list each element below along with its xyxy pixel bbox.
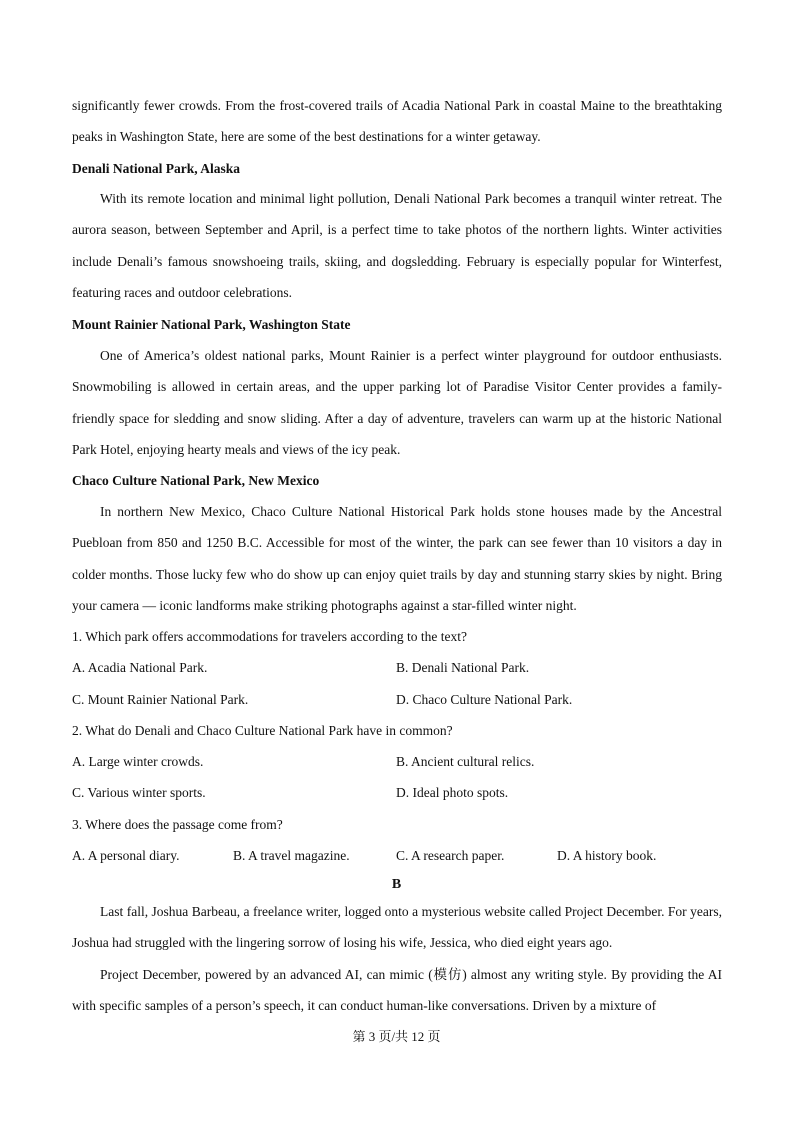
page-footer: 第 3 页/共 12 页 bbox=[352, 1029, 441, 1044]
question-2-option-c: C. Various winter sports. bbox=[72, 785, 206, 800]
question-1-option-b: B. Denali National Park. bbox=[396, 660, 530, 675]
question-2-option-a: A. Large winter crowds. bbox=[72, 754, 204, 769]
passage-b-letter: B bbox=[391, 877, 402, 892]
question-3-stem: 3. Where does the passage come from? bbox=[72, 817, 283, 832]
passage-b-paragraph-2: Project December, powered by an advanced AI, can mimic (模仿) almost any writing style. By providing the AI with specific samples of a person’s speech, it can conduct human-like conversations. Driven by a mixture of bbox=[72, 967, 722, 1014]
question-1-option-c: C. Mount Rainier National Park. bbox=[72, 692, 249, 707]
passage-b-paragraph-1: Last fall, Joshua Barbeau, a freelance writer, logged onto a mysterious website called Project December. For years, Joshua had struggled with the lingering sorrow of losing his wife, Jessica, who died eight years ago. bbox=[72, 904, 722, 951]
question-3-option-b: B. A travel magazine. bbox=[233, 848, 350, 863]
question-3-option-d: D. A history book. bbox=[557, 848, 657, 863]
question-1-option-d: D. Chaco Culture National Park. bbox=[396, 692, 573, 707]
question-2-stem: 2. What do Denali and Chaco Culture National Park have in common? bbox=[72, 723, 453, 738]
passage-a-intro: significantly fewer crowds. From the frost-covered trails of Acadia National Park in coastal Maine to the breathtaking peaks in Washington State, here are some of the best destinations for a winter getaway. bbox=[72, 98, 722, 145]
section-text-chaco: In northern New Mexico, Chaco Culture National Historical Park holds stone houses made by the Ancestral Puebloan from 850 and 1250 B.C. Accessible for most of the winter, the park can see fewer than 10 visitors a day in colder months. Those lucky few who do show up can enjoy quiet trails by day and stunning starry skies by night. Bring your camera — iconic landforms make striking photographs against a star-filled winter night. bbox=[72, 504, 722, 613]
question-1-stem: 1. Which park offers accommodations for travelers according to the text? bbox=[72, 629, 467, 644]
question-1-option-a: A. Acadia National Park. bbox=[72, 660, 208, 675]
section-text-denali: With its remote location and minimal light pollution, Denali National Park becomes a tranquil winter retreat. The aurora season, between September and April, is a perfect time to take photos of the northern lights. Winter activities include Denali’s famous snowshoeing trails, skiing, and dogsledding. February is especially popular for Winterfest, featuring races and outdoor celebrations. bbox=[72, 191, 722, 300]
section-text-rainier: One of America’s oldest national parks, Mount Rainier is a perfect winter playground for outdoor enthusiasts. Snowmobiling is allowed in certain areas, and the upper parking lot of Paradise Visitor Center provides a family-friendly space for sledding and snow sliding. After a day of adventure, travelers can warm up at the historic National Park Hotel, enjoying hearty meals and views of the icy peak. bbox=[72, 348, 722, 457]
question-3-option-c: C. A research paper. bbox=[396, 848, 505, 863]
section-title-rainier: Mount Rainier National Park, Washington State bbox=[72, 317, 351, 332]
section-title-chaco: Chaco Culture National Park, New Mexico bbox=[72, 473, 320, 488]
section-title-denali: Denali National Park, Alaska bbox=[72, 161, 241, 176]
question-2-option-d: D. Ideal photo spots. bbox=[396, 785, 509, 800]
question-2-option-b: B. Ancient cultural relics. bbox=[396, 754, 535, 769]
question-3-option-a: A. A personal diary. bbox=[72, 848, 180, 863]
